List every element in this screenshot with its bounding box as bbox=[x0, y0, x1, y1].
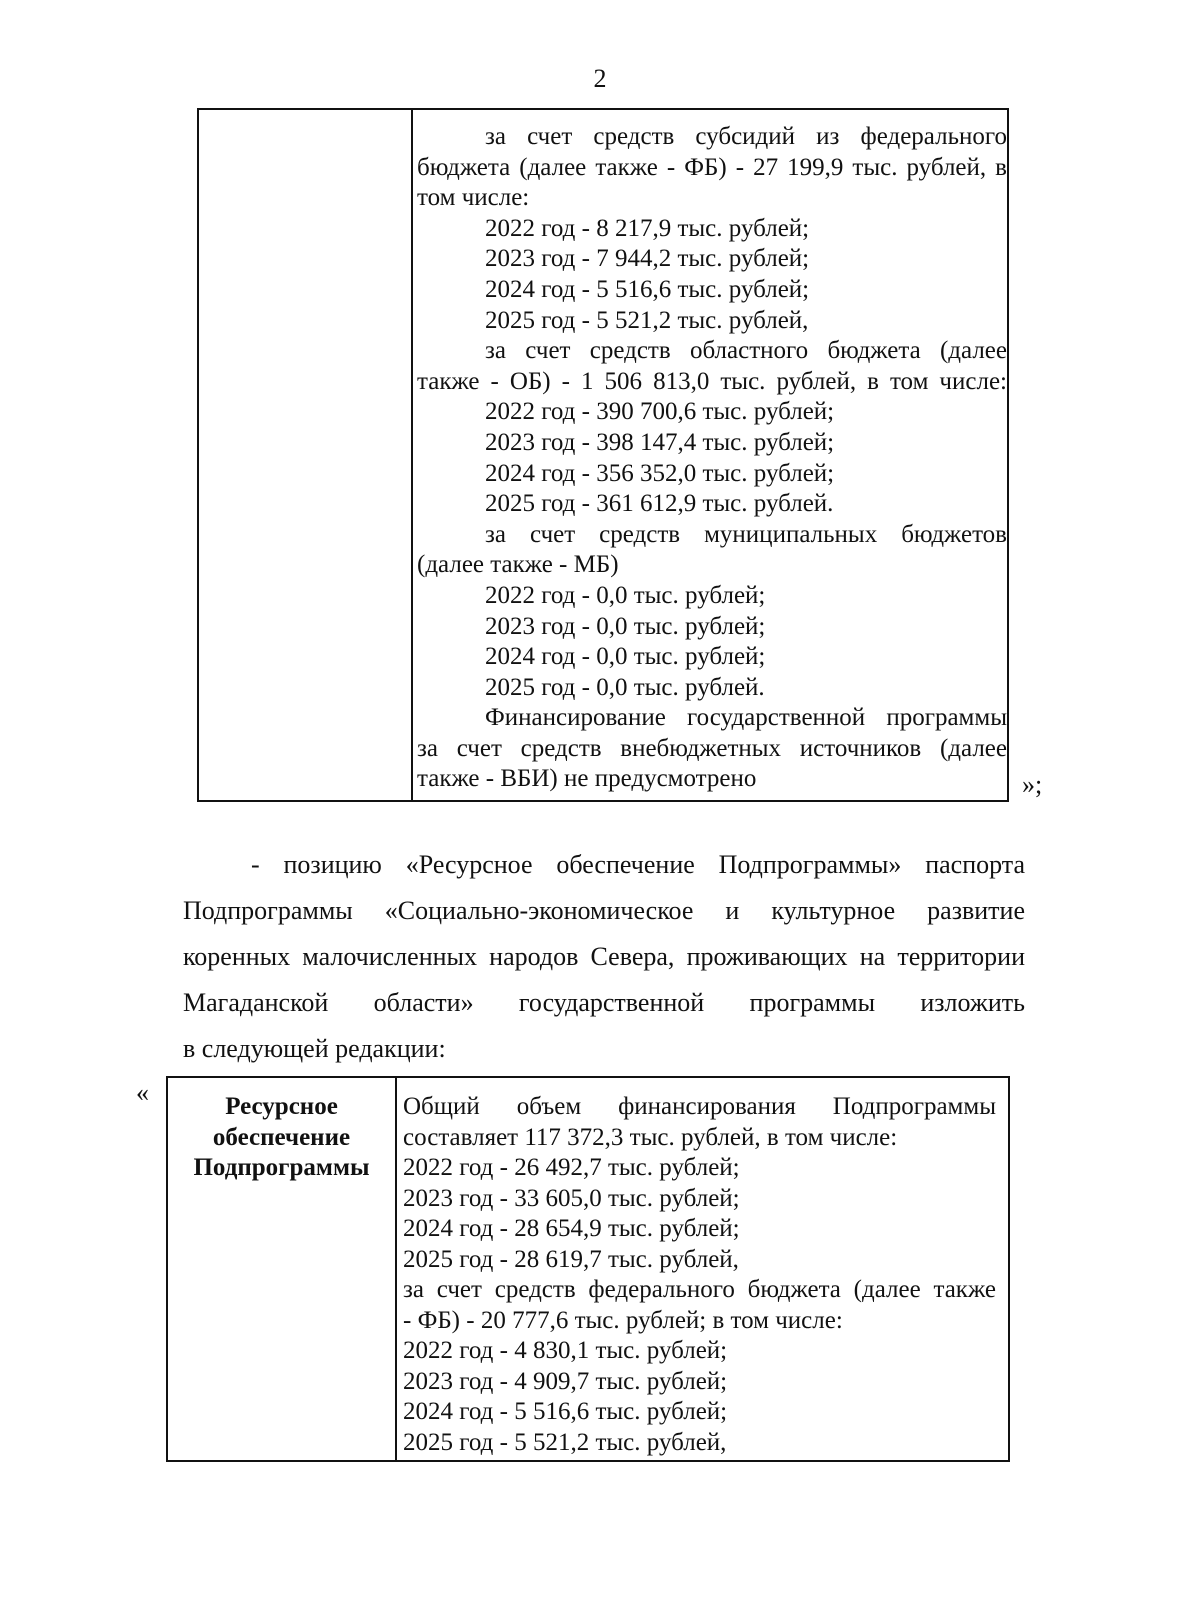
subprogram-funding-line: - ФБ) - 20 777,6 тыс. рублей; в том числе: bbox=[403, 1306, 843, 1334]
subprogram-funding-cell bbox=[403, 1092, 996, 1458]
funding-details-cell bbox=[417, 122, 1007, 795]
subprogram-funding-line: 2023 год - 4 909,7 тыс. рублей; bbox=[403, 1367, 728, 1395]
paragraph-line: Подпрограммы «Социально-экономическое и культурное развитие bbox=[183, 896, 1025, 925]
funding-line: также - ВБИ) не предусмотрено bbox=[417, 765, 757, 793]
table-column-divider bbox=[395, 1078, 397, 1460]
row-header-line: Подпрограммы bbox=[193, 1154, 370, 1181]
subprogram-funding-line: 2025 год - 5 521,2 тыс. рублей, bbox=[403, 1428, 727, 1456]
row-header-resources bbox=[168, 1092, 395, 1184]
funding-line: 2024 год - 5 516,6 тыс. рублей; bbox=[485, 275, 810, 303]
subprogram-funding-line: составляет 117 372,3 тыс. рублей, в том числе: bbox=[403, 1123, 898, 1151]
funding-line: 2024 год - 356 352,0 тыс. рублей; bbox=[485, 459, 835, 487]
subprogram-funding-line: 2025 год - 28 619,7 тыс. рублей, bbox=[403, 1245, 739, 1273]
row-header-line: обеспечение bbox=[212, 1123, 351, 1151]
funding-line: за счет средств субсидий из федерального bbox=[485, 123, 1007, 150]
funding-line: 2022 год - 0,0 тыс. рублей; bbox=[485, 581, 766, 609]
funding-line: 2023 год - 398 147,4 тыс. рублей; bbox=[485, 428, 835, 456]
funding-table-continued bbox=[197, 108, 1009, 802]
funding-line: (далее также - МБ) bbox=[417, 551, 619, 579]
amendment-paragraph bbox=[183, 842, 1025, 1072]
table-column-divider bbox=[411, 110, 413, 800]
funding-line: 2023 год - 0,0 тыс. рублей; bbox=[485, 612, 766, 640]
funding-line: также - ОБ) - 1 506 813,0 тыс. рублей, в том числе: bbox=[417, 367, 1007, 395]
funding-line: 2024 год - 0,0 тыс. рублей; bbox=[485, 643, 766, 671]
funding-line: Финансирование государственной программы bbox=[485, 704, 1007, 732]
subprogram-funding-line: 2024 год - 28 654,9 тыс. рублей; bbox=[403, 1215, 740, 1242]
funding-line: 2023 год - 7 944,2 тыс. рублей; bbox=[485, 245, 810, 273]
subprogram-funding-line: Общий объем финансирования Подпрограммы bbox=[403, 1093, 996, 1120]
funding-line: 2025 год - 0,0 тыс. рублей. bbox=[485, 673, 765, 701]
funding-line: 2025 год - 361 612,9 тыс. рублей. bbox=[485, 490, 834, 518]
funding-line: бюджета (далее также - ФБ) - 27 199,9 тыс. рублей, в bbox=[417, 153, 1007, 181]
subprogram-funding-line: 2022 год - 26 492,7 тыс. рублей; bbox=[403, 1154, 740, 1181]
subprogram-funding-line: за счет средств федерального бюджета (далее также bbox=[403, 1276, 996, 1303]
funding-line: 2025 год - 5 521,2 тыс. рублей, bbox=[485, 306, 809, 334]
funding-line: за счет средств областного бюджета (далее bbox=[485, 337, 1007, 365]
paragraph-line: в следующей редакции: bbox=[183, 1034, 446, 1063]
funding-line: том числе: bbox=[417, 184, 530, 212]
funding-line: 2022 год - 8 217,9 тыс. рублей; bbox=[485, 214, 810, 242]
closing-quote-mark: »; bbox=[1022, 770, 1043, 799]
row-header-line: Ресурсное bbox=[225, 1093, 338, 1120]
funding-line: за счет средств муниципальных бюджетов bbox=[485, 520, 1007, 548]
subprogram-funding-line: 2022 год - 4 830,1 тыс. рублей; bbox=[403, 1337, 728, 1364]
paragraph-line: Магаданской области» государственной программы изложить bbox=[183, 988, 1025, 1017]
subprogram-resources-table bbox=[166, 1076, 1010, 1462]
page-number: 2 bbox=[593, 64, 607, 93]
funding-line: за счет средств внебюджетных источников (далее bbox=[417, 734, 1007, 762]
subprogram-funding-line: 2024 год - 5 516,6 тыс. рублей; bbox=[403, 1398, 728, 1425]
paragraph-line: - позицию «Ресурсное обеспечение Подпрограммы» паспорта bbox=[251, 850, 1025, 879]
opening-quote-mark: « bbox=[136, 1078, 149, 1107]
funding-line: 2022 год - 390 700,6 тыс. рублей; bbox=[485, 398, 835, 426]
subprogram-funding-line: 2023 год - 33 605,0 тыс. рублей; bbox=[403, 1184, 740, 1212]
paragraph-line: коренных малочисленных народов Севера, проживающих на территории bbox=[183, 942, 1025, 971]
